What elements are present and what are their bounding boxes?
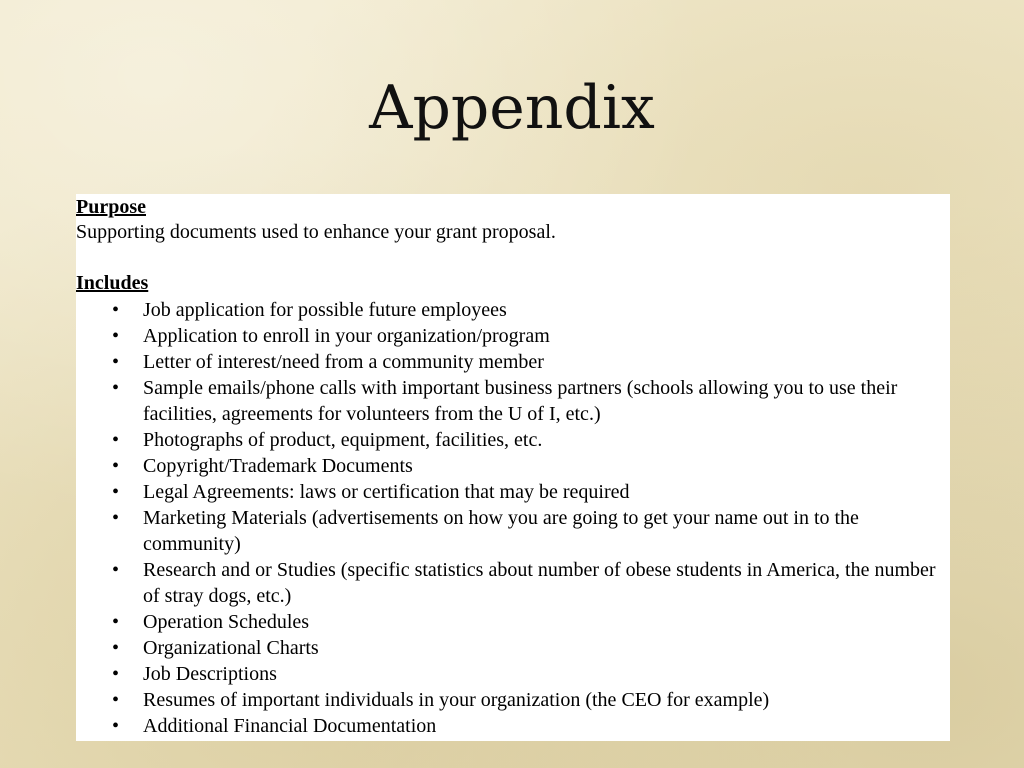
- list-item-text: Copyright/Trademark Documents: [143, 455, 413, 477]
- bullet-icon: •: [112, 429, 120, 451]
- list-item: [76, 635, 950, 661]
- bullet-icon: •: [112, 559, 120, 581]
- list-item-text: Resumes of important individuals in your organization (the CEO for example): [143, 689, 770, 711]
- list-item-text: Job application for possible future employees: [143, 299, 507, 321]
- list-item: [76, 687, 950, 713]
- bullet-icon: •: [112, 325, 120, 347]
- bullet-icon: •: [112, 507, 120, 529]
- list-item-text: Letter of interest/need from a community member: [143, 351, 544, 373]
- list-item: [76, 427, 950, 453]
- bullet-icon: •: [112, 481, 120, 503]
- list-item-text: Application to enroll in your organization/program: [143, 325, 550, 347]
- slide-title: Appendix: [369, 73, 655, 143]
- list-item: [76, 479, 950, 505]
- includes-list: [76, 297, 950, 739]
- bullet-icon: •: [112, 715, 120, 737]
- list-item: [76, 609, 950, 635]
- list-item: [76, 375, 950, 427]
- list-item: [76, 323, 950, 349]
- list-item-text: Organizational Charts: [143, 637, 319, 659]
- bullet-icon: •: [112, 663, 120, 685]
- list-item-text: Sample emails/phone calls with important business partners (schools allowing you to use their facilities, agreements for volunteers from the U of I, etc.): [143, 377, 898, 425]
- list-item: [76, 453, 950, 479]
- list-item-text: Marketing Materials (advertisements on how you are going to get your name out in to the community): [143, 507, 859, 555]
- list-item: [76, 349, 950, 375]
- bullet-icon: •: [112, 351, 120, 373]
- purpose-heading: Purpose: [76, 196, 146, 218]
- list-item-text: Photographs of product, equipment, facilities, etc.: [143, 429, 543, 451]
- list-item-text: Research and or Studies (specific statistics about number of obese students in America, the number of stray dogs, etc.): [143, 559, 936, 607]
- list-item-text: Operation Schedules: [143, 611, 310, 633]
- appendix-content-box: [76, 194, 950, 741]
- bullet-icon: •: [112, 455, 120, 477]
- bullet-icon: •: [112, 299, 120, 321]
- list-item: [76, 297, 950, 323]
- list-item: [76, 713, 950, 739]
- list-item: [76, 557, 950, 609]
- bullet-icon: •: [112, 377, 120, 399]
- bullet-icon: •: [112, 611, 120, 633]
- includes-heading: Includes: [76, 272, 149, 294]
- bullet-icon: •: [112, 637, 120, 659]
- list-item-text: Job Descriptions: [143, 663, 277, 685]
- list-item: [76, 661, 950, 687]
- bullet-icon: •: [112, 689, 120, 711]
- list-item-text: Additional Financial Documentation: [143, 715, 437, 737]
- purpose-text: Supporting documents used to enhance your grant proposal.: [76, 221, 556, 243]
- list-item: [76, 505, 950, 557]
- list-item-text: Legal Agreements: laws or certification that may be required: [143, 481, 630, 503]
